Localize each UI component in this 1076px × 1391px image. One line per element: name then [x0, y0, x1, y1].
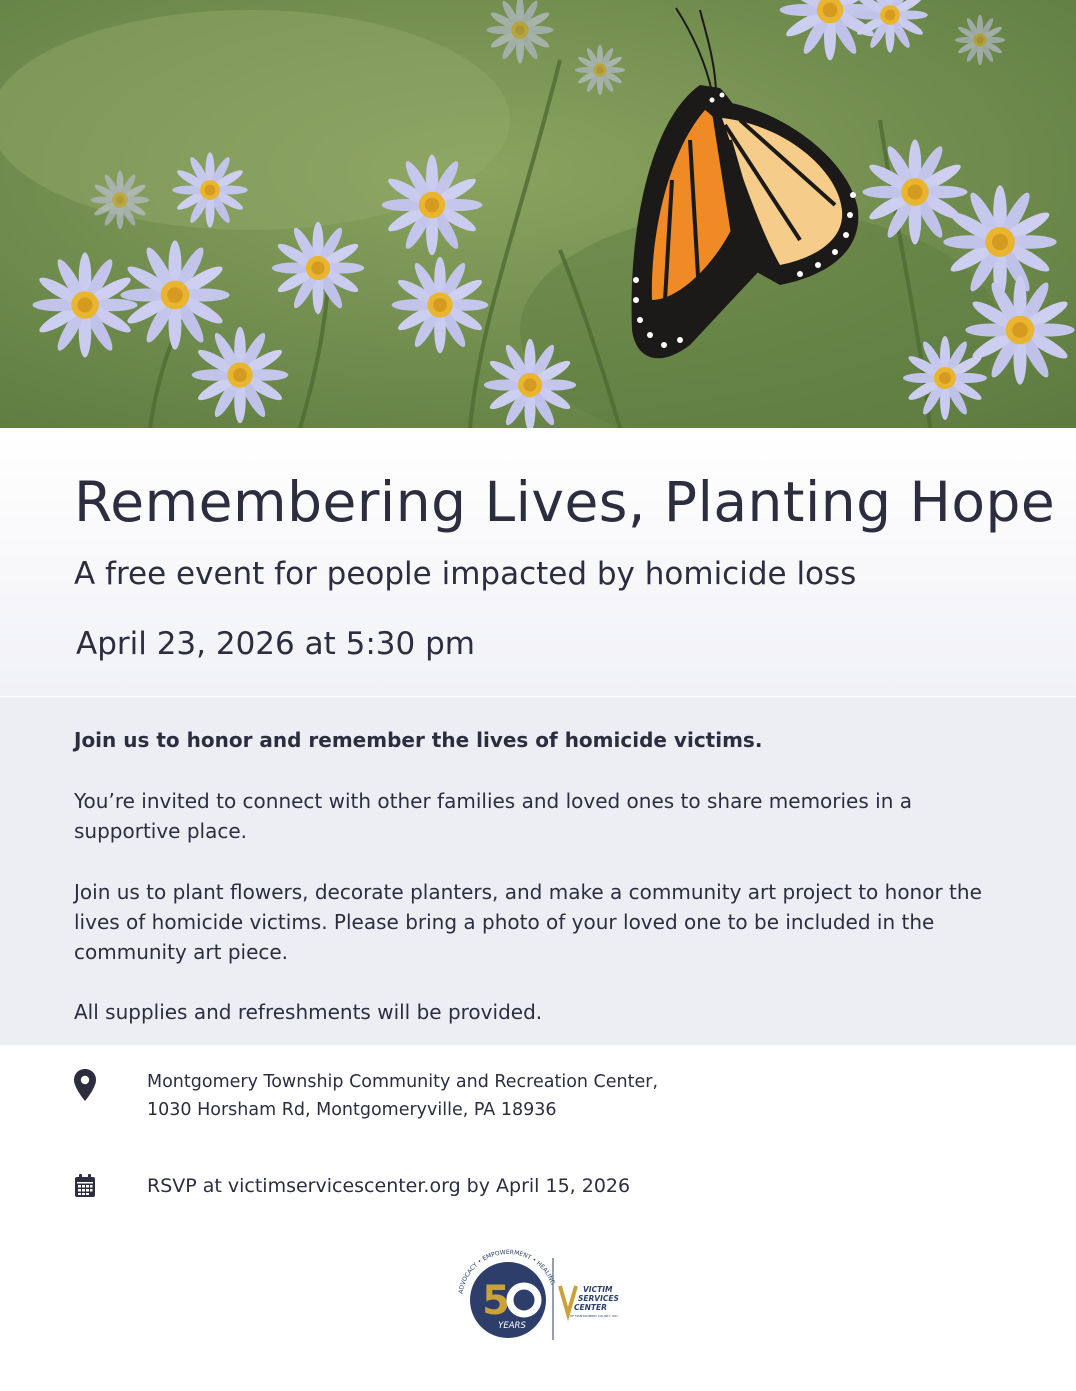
location-address	[147, 1068, 658, 1124]
supplies-paragraph: All supplies and refreshments will be provided.	[74, 1000, 543, 1024]
activities-paragraph: Join us to plant flowers, decorate planters, and make a community art project to honor the lives of homicide victims. Please bring a photo of your loved one to be included in the community art piece.	[74, 880, 982, 964]
logo-org-line-2: SERVICES	[578, 1294, 619, 1303]
logo-org-line-1: VICTIM	[583, 1285, 613, 1294]
rsvp-text: RSVP at victimservicescenter.org by April 15, 2026	[147, 1175, 631, 1197]
monarch-butterfly-illustration	[0, 0, 1076, 428]
logo-number-5: 5	[482, 1278, 510, 1324]
victim-services-center-logo	[452, 1248, 628, 1344]
location-line-1: Montgomery Township Community and Recreation Center,	[147, 1072, 659, 1092]
hero-photo	[0, 0, 1076, 428]
calendar-icon	[74, 1174, 96, 1198]
invitation-paragraph: You’re invited to connect with other families and loved ones to share memories in a supportive place.	[74, 789, 912, 843]
page-title: Remembering Lives, Planting Hope	[74, 470, 1056, 534]
logo-years-text: YEARS	[498, 1321, 526, 1331]
event-date: April 23, 2026 at 5:30 pm	[76, 626, 475, 662]
logo-org-tagline: OF MONTGOMERY COUNTY, INC.	[570, 1314, 619, 1318]
map-pin-icon	[73, 1068, 97, 1102]
logo-arc-text: ADVOCACY • EMPOWERMENT • HEALING	[457, 1248, 557, 1295]
logo-org-line-3: CENTER	[574, 1303, 607, 1312]
page-subtitle: A free event for people impacted by homicide loss	[74, 556, 857, 592]
lead-text: Join us to honor and remember the lives of homicide victims.	[74, 728, 763, 752]
location-line-2: 1030 Horsham Rd, Montgomeryville, PA 18936	[147, 1100, 557, 1120]
